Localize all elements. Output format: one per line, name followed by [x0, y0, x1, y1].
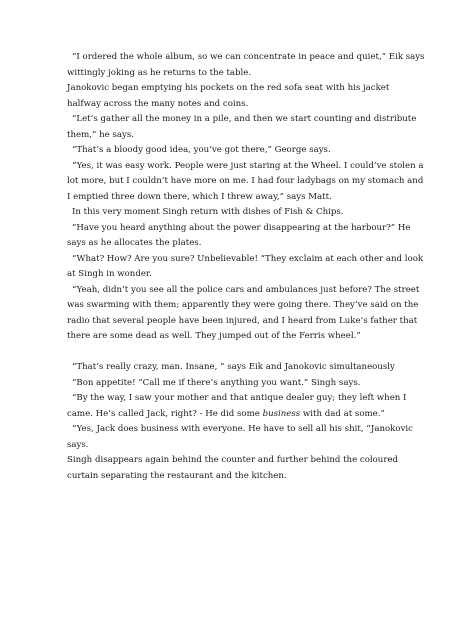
text-line: curtain separating the restaurant and the kitchen. [67, 470, 287, 481]
text-line: Singh disappears again behind the counter and further behind the coloured [67, 455, 399, 465]
text-line: lot more, but I couldn’t have more on me. I had four ladybags on my stomach and [67, 176, 424, 186]
text-line: at Singh in wonder. [67, 269, 152, 279]
text-line: Janokovic began emptying his pockets on the red sofa seat with his jacket [67, 83, 390, 93]
text-line: was swarming with them; apparently they were going there. They’ve said on the [67, 300, 419, 310]
text-line: “By the way, I saw your mother and that antique dealer guy; they left when I [72, 393, 407, 403]
text-line: radio that several people have been injured, and I heard from Luke’s father that [67, 315, 418, 326]
text-segment: came. He’s called Jack, right? - He did some [67, 408, 263, 419]
text-line: “What? How? Are you sure? Unbelievable! “They exclaim at each other and look [72, 253, 424, 264]
text-line: In this very moment Singh return with dishes of Fish & Chips. [72, 207, 344, 217]
text-line: I emptied three down there, which I threw away,” says Matt. [67, 191, 332, 202]
paragraph-gap [67, 345, 397, 361]
text-line: “Yeah, didn’t you see all the police cars and ambulances just before? The street [72, 284, 420, 295]
text-line: “That’s a bloody good idea, you’ve got there,” George says. [72, 145, 331, 155]
text-line: wittingly joking as he returns to the table. [67, 67, 252, 78]
text-line: “Yes, Jack does business with everyone. He have to sell all his shit, “Janokovic [72, 424, 413, 434]
text-line: says. [67, 439, 89, 450]
text-line: them,” he says. [67, 129, 134, 140]
text-line: halfway across the many notes and coins. [67, 98, 249, 109]
text-line: “That’s really crazy, man. Insane, ” says Eik and Janokovic simultaneously [72, 362, 395, 372]
text-line [67, 407, 397, 423]
emphasized-word: business [262, 408, 301, 419]
document-body [67, 50, 425, 484]
text-line: “Have you heard anything about the power disappearing at the harbour?” He [72, 222, 411, 233]
text-line: “Yes, it was easy work. People were just staring at the Wheel. I could’ve stolen a [72, 160, 424, 171]
text-line: “Let’s gather all the money in a pile, and then we start counting and distribute [72, 114, 417, 124]
text-line: there are some dead as well. They jumped out of the Ferris wheel.” [67, 331, 361, 341]
text-line: says as he allocates the plates. [67, 238, 202, 248]
text-line: “Bon appetite! “Call me if there’s anything you want.” Singh says. [72, 377, 361, 388]
text-segment: with dad at some.” [300, 408, 385, 419]
text-line: “I ordered the whole album, so we can concentrate in peace and quiet,” Eik says [72, 52, 425, 62]
